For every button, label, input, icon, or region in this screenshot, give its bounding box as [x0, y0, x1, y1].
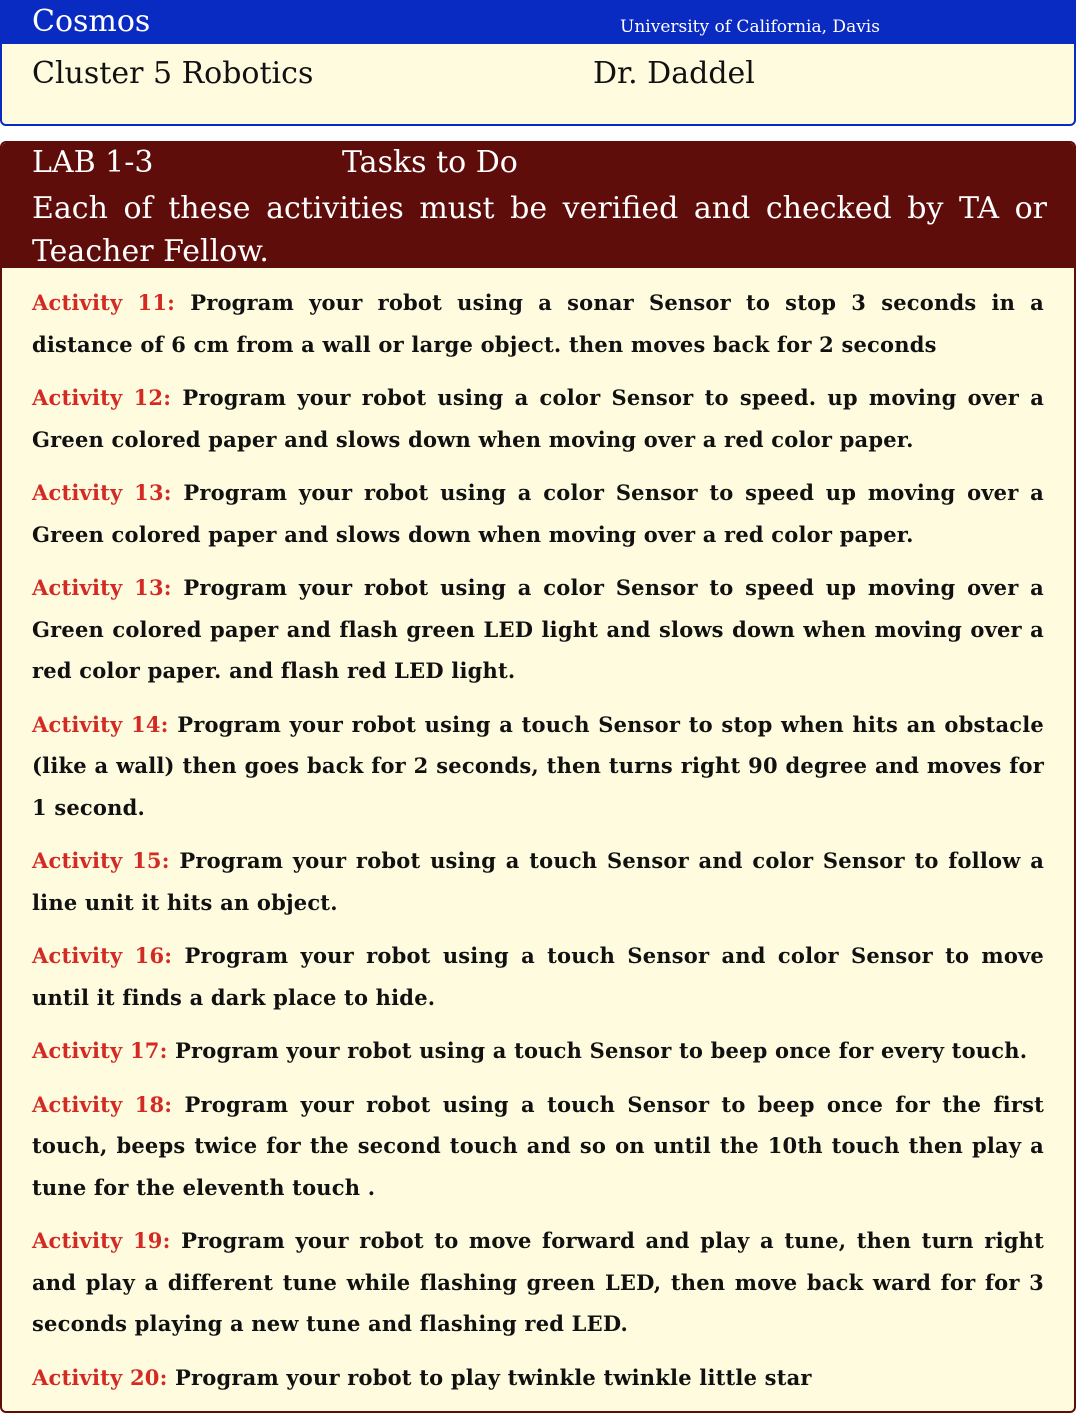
activity-text: Program your robot to move forward and play a tune, then turn right and play a different tune while flashing green LED, then move back ward for for 3 seconds playing a new tune and flashing red LED. — [32, 1228, 1044, 1336]
activity-text: Program your robot using a touch Sensor to stop when hits an obstacle (like a wall) then goes back for 2 seconds, then turns right 90 degree and moves for 1 second. — [32, 711, 1044, 820]
activity-text: Program your robot using a touch Sensor to beep once for the first touch, beeps twice for the second touch and so on until the 10th touch then play a tune for the eleventh touch . — [32, 1091, 1045, 1200]
university-name: University of California, Davis — [620, 17, 880, 37]
activity-text: Program your robot to play twinkle twinkle little star — [175, 1364, 812, 1390]
lab-header-bar — [2, 143, 1074, 268]
org-name: Cosmos — [32, 4, 151, 39]
activity-label: Activity 13: — [32, 575, 172, 600]
activity-label: Activity 20: — [32, 1364, 168, 1390]
activity-item — [32, 1357, 1044, 1399]
course-header-box — [0, 0, 1076, 126]
instructor-name: Dr. Daddel — [593, 56, 755, 91]
activity-item — [32, 472, 1044, 555]
activity-item — [32, 1084, 1044, 1209]
course-name: Cluster 5 Robotics — [32, 56, 314, 91]
activity-item — [32, 935, 1044, 1018]
activity-item — [32, 704, 1044, 829]
lab-instructions: Each of these activities must be verified and checked by TA or Teacher Fellow. — [32, 191, 1047, 269]
activity-label: Activity 11: — [32, 290, 176, 315]
activity-label: Activity 17: — [32, 1038, 168, 1063]
activity-label: Activity 12: — [32, 385, 172, 410]
lab-subtitle: Tasks to Do — [342, 145, 518, 180]
activity-item — [32, 1220, 1044, 1345]
activity-text: Program your robot using a color Sensor to speed up moving over a Green colored paper and slows down when moving over a red color paper. — [32, 480, 1044, 547]
course-header-bar — [2, 2, 1074, 44]
activity-item — [32, 282, 1044, 365]
activity-text: Program your robot using a touch Sensor to beep once for every touch. — [175, 1038, 1028, 1063]
activity-text: Program your robot using a touch Sensor and color Sensor to follow a line unit it hits an object. — [32, 848, 1044, 915]
activity-item — [32, 377, 1044, 460]
activity-label: Activity 14: — [32, 711, 169, 737]
activity-item — [32, 1030, 1044, 1072]
activity-label: Activity 13: — [32, 480, 172, 505]
activity-label: Activity 18: — [32, 1091, 173, 1117]
activity-item — [32, 840, 1044, 923]
activity-item — [32, 567, 1044, 692]
activity-text: Program your robot using a color Sensor to speed up moving over a Green colored paper and flash green LED light and slows down when moving over a red color paper. and flash red LED light. — [32, 575, 1044, 683]
activity-label: Activity 15: — [32, 848, 170, 873]
activity-text: Program your robot using a sonar Sensor to stop 3 seconds in a distance of 6 cm from a wall or large object. then moves back for 2 seconds — [32, 290, 1044, 357]
activity-label: Activity 16: — [32, 943, 173, 968]
lab-title: LAB 1-3 — [32, 145, 154, 180]
activity-text: Program your robot using a color Sensor to speed. up moving over a Green colored paper and slows down when moving over a red color paper. — [32, 385, 1044, 452]
activity-text: Program your robot using a touch Sensor and color Sensor to move until it finds a dark place to hide. — [32, 943, 1044, 1010]
activity-list — [2, 268, 1074, 1398]
activity-label: Activity 19: — [32, 1228, 171, 1253]
lab-box — [0, 141, 1076, 1413]
